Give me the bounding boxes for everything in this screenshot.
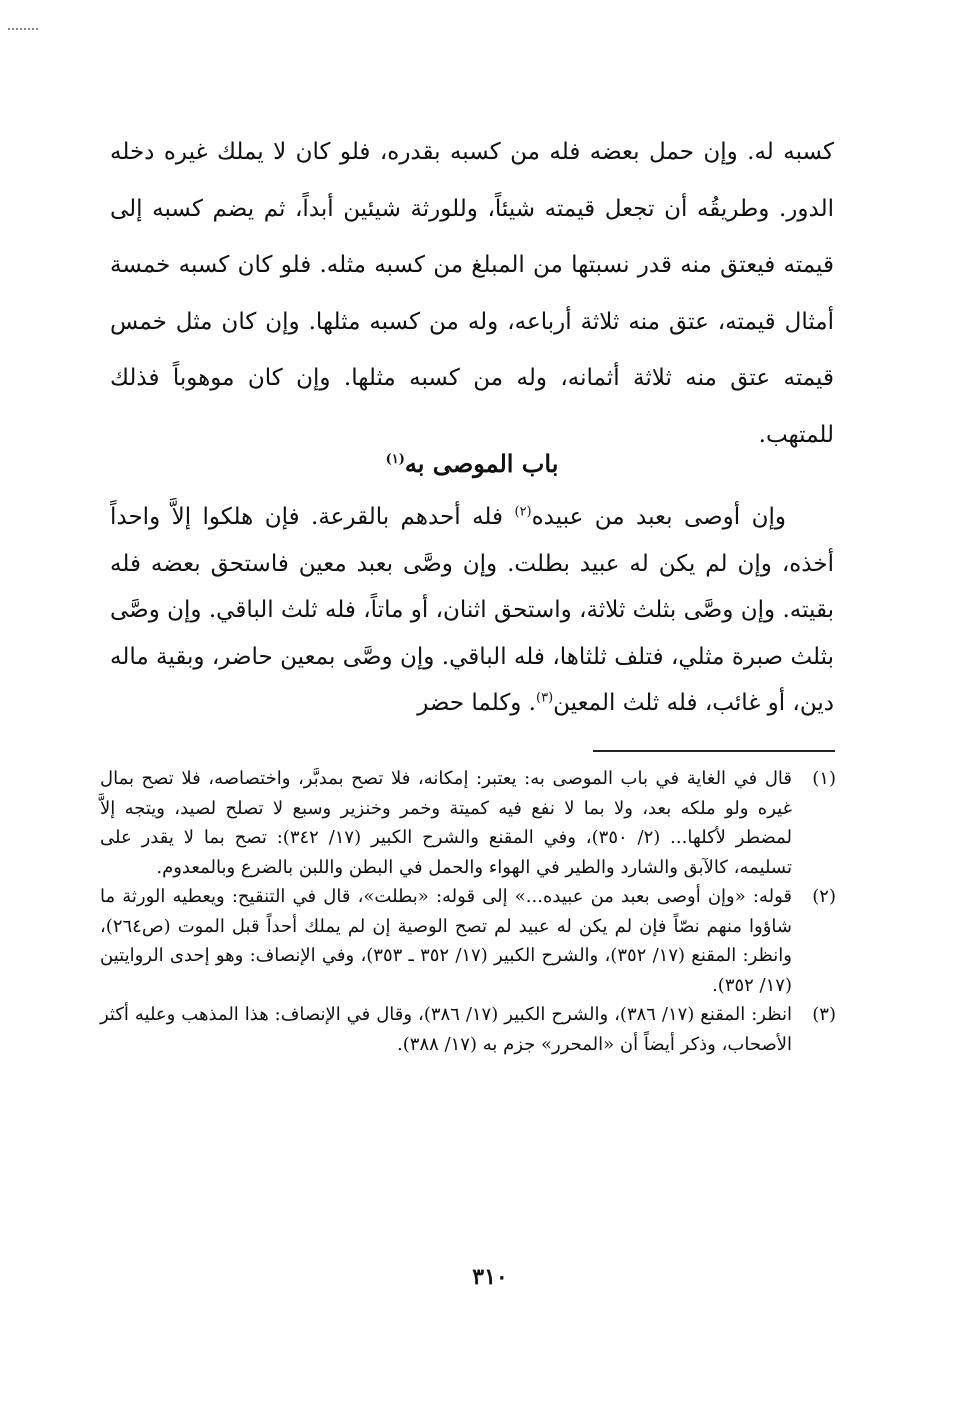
main-text-block bbox=[110, 124, 834, 463]
section-text-part-1: وإن أوصى بعبد من عبيده bbox=[531, 504, 786, 530]
section-paragraph bbox=[110, 494, 834, 727]
footnote-separator bbox=[593, 750, 835, 752]
footnote-text: قوله: «وإن أوصى بعبد من عبيده...» إلى قوله: «بطلت»، قال في التنقيح: ويعطيه الورثة ما شاؤوا منهم نصّاً فإن لم يكن له عبيد لم تصح الوصية إن لم يملك أحداً قبل الموت (ص٢٦٤)، وانظر: المقنع (١٧/ ٣٥٢)، والشرح الكبير (١٧/ ٣٥٢ ـ ٣٥٣)، وفي الإنصاف: وهو إحدى الروايتين (١٧/ ٣٥٢). bbox=[100, 886, 792, 996]
section-text-block bbox=[110, 494, 834, 727]
footnote-2 bbox=[100, 882, 836, 1000]
section-text-part-2: فله أحدهم بالقرعة. فإن هلكوا إلاَّ واحداً أخذه، وإن لم يكن له عبيد بطلت. وإن وصَّى بعبد معين فاستحق بعضه فله بقيته. وإن وصَّى بثلث ثلاثة، واستحق اثنان، أو ماتاً، فله ثلث الباقي. وإن وصَّى بثلث صبرة مثلي، فتلف ثلثاها، فله الباقي. وإن وصَّى بمعين حاضر، وبقية ماله دين، أو غائب، فله ثلث المعين bbox=[110, 504, 834, 716]
footnote-number: (١) bbox=[812, 768, 836, 789]
footnote-3 bbox=[100, 1000, 836, 1059]
footnote-number: (٣) bbox=[812, 1004, 836, 1025]
footnote-text: قال في الغاية في باب الموصى به: يعتبر: إمكانه، فلا تصح بمدبَّر، واختصاصه، فلا تصح بمال غيره ولو ملكه بعد، ولا بما لا نفع فيه كميتة وخمر وخنزير وسبع لا تصلح لصيد، ويتجه إلاَّ لمضطر لأكلها... (٢/ ٣٥٠)، وفي المقنع والشرح الكبير (١٧/ ٣٤٢): تصح بما لا يقدر على تسليمه، كالآبق والشارد والطير في الهواء والحمل في البطن واللبن بالضرع وبالمعدوم. bbox=[100, 768, 792, 878]
footnote-marker-2: (٢) bbox=[514, 504, 532, 520]
footnote-text: انظر: المقنع (١٧/ ٣٨٦)، والشرح الكبير (١٧/ ٣٨٦)، وقال في الإنصاف: هذا المذهب وعليه أكثر الأصحاب، وذكر أيضاً أن «المحرر» جزم به (١٧/ ٣٨٨). bbox=[100, 1004, 793, 1055]
footnote-marker-1: (١) bbox=[385, 452, 405, 467]
footnote-marker-3: (٣) bbox=[536, 690, 554, 706]
chapter-title-text: باب الموصى به bbox=[404, 449, 559, 478]
chapter-title bbox=[110, 444, 834, 484]
footnote-1 bbox=[100, 764, 836, 882]
main-paragraph: كسبه له. وإن حمل بعضه فله من كسبه بقدره، فلو كان لا يملك غيره دخله الدور. وطريقُه أن تجعل قيمته شيئاً، وللورثة شيئين أبداً، ثم يضم كسبه إلى قيمته فيعتق منه قدر نسبتها من المبلغ من كسبه مثله. فلو كان كسبه خمسة أمثال قيمته، عتق منه ثلاثة أرباعه، وله من كسبه مثلها. وإن كان مثل خمس قيمته عتق منه ثلاثة أثمانه، وله من كسبه مثلها. وإن كان موهوباً فذلك للمتهب. bbox=[110, 139, 834, 448]
page-number: ٣١٠ bbox=[472, 1264, 508, 1290]
footnote-number: (٢) bbox=[812, 886, 836, 907]
footnotes-block bbox=[100, 764, 836, 1059]
section-text-part-3: . وكلما حضر bbox=[417, 690, 536, 716]
scan-corner-mark bbox=[8, 28, 38, 32]
